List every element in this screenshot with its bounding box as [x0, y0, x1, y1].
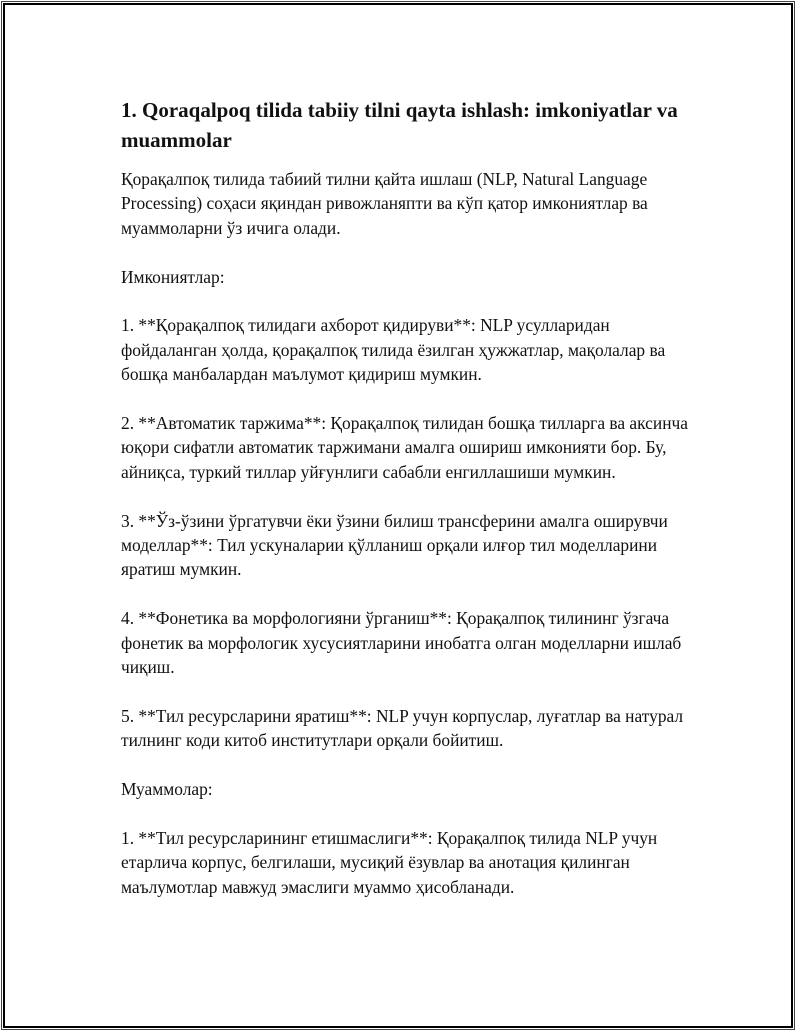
opportunity-item-3: 3. **Ўз-ўзини ўргатувчи ёки ўзини билиш трансферини амалга оширувчи моделлар**: Тил ускуналарии қўлланиш орқали илғор тил моделларини яратиш мумкин.: [121, 510, 668, 580]
opportunity-item-1: 1. **Қорақалпоқ тилидаги ахборот қидируви**: NLP усулларидан фойдаланган ҳолда, қорақалпоқ тилида ёзилган ҳужжатлар, мақолалар ва бошқа манбалардан маълумот қидириш мумкин.: [121, 315, 666, 385]
problems-label: Муаммолар:: [121, 779, 213, 800]
intro-paragraph: Қорақалпоқ тилида табиий тилни қайта ишлаш (NLP, Natural Language Processing) соҳаси яқиндан ривожланяпти ва кўп қатор имкониятлар ва муаммоларни ўз ичига олади.: [121, 169, 648, 238]
document-page: [3, 3, 793, 1028]
opportunity-item-2: 2. **Автоматик таржима**: Қорақалпоқ тилидан бошқа тилларга ва аксинча юқори сифатли автоматик таржимани амалга ошириш имконияти бор. Бу, айниқса, туркий тиллар уйғунлиги сабабли енгиллашиши мумкин.: [121, 413, 688, 482]
opportunities-label: Имкониятлар:: [121, 266, 225, 287]
opportunity-item-4: 4. **Фонетика ва морфологияни ўрганиш**: Қорақалпоқ тилининг ўзгача фонетик ва морфологик хусусиятларини инобатга олган моделларни ишлаб чиқиш.: [121, 608, 682, 678]
opportunity-item-5: 5. **Тил ресурсларини яратиш**: NLP учун корпуслар, луғатлар ва натурал тилнинг коди китоб институтлари орқали бойитиш.: [121, 705, 684, 751]
problem-item-1: 1. **Тил ресурсларининг етишмаслиги**: Қорақалпоқ тилида NLP учун етарлича корпус, белгилаши, мусиқий ёзувлар ва анотация қилинган маълумотлар мавжуд эмаслиги муаммо ҳисобланади.: [121, 827, 658, 897]
document-heading: 1. Qoraqalpoq tilida tabiiy tilni qayta ishlash: imkoniyatlar va muammolar: [121, 98, 678, 152]
document-body: [121, 95, 696, 899]
